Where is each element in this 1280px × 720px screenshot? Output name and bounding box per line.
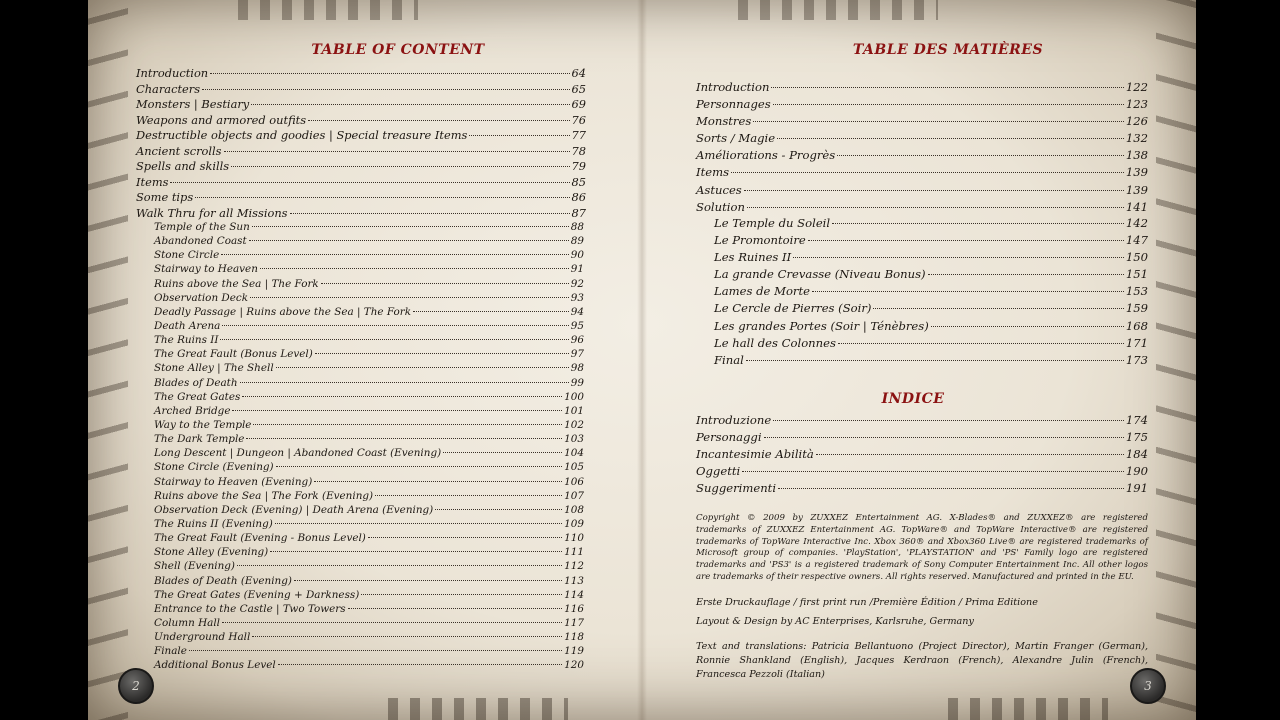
toc-entry-page: 88 [570,221,584,233]
toc-entry-label: Stone Alley (Evening) [154,546,269,559]
toc-entry-page: 86 [571,190,586,204]
toc-leader-dots [816,454,1124,455]
toc-entry-page: 120 [564,659,584,672]
toc-entry [136,159,586,175]
toc-leader-dots [361,594,562,595]
toc-entry-page: 106 [564,475,584,488]
toc-entry [154,377,584,391]
bottom-right-vine [948,698,1108,720]
toc-leader-dots [931,326,1124,327]
toc-entry [154,263,584,277]
toc-leader-dots [832,223,1124,224]
toc-leader-dots [778,488,1124,489]
page-title-italian: INDICE [881,391,945,407]
toc-entry [714,301,1148,318]
toc-entry-label: The Ruins II [154,334,219,347]
toc-leader-dots [250,297,569,298]
toc-entry-label: The Great Fault (Evening - Bonus Level) [154,532,366,545]
toc-leader-dots [747,207,1124,208]
toc-entry-page: 90 [570,249,584,262]
toc-entry [136,175,586,191]
toc-entry-page: 89 [570,235,584,248]
toc-entry-label: Solution [696,199,745,214]
toc-entry [696,165,1148,182]
toc-entry-page: 104 [564,447,584,460]
toc-leader-dots [812,291,1124,292]
toc-entry-label: Spells and skills [136,159,230,173]
toc-entry-label: Way to the Temple [154,418,252,431]
page-title-english: TABLE OF CONTENT [311,42,485,58]
page-title-french: TABLE DES MATIÈRES [852,42,1044,58]
toc-entry-page: 153 [1125,284,1148,299]
toc-leader-dots [253,424,562,425]
right-vine-border [1156,0,1196,720]
toc-leader-dots [237,565,562,566]
toc-entry-page: 118 [564,631,584,644]
toc-entry-page: 147 [1125,233,1148,248]
toc-entry-label: Stone Circle [154,249,220,262]
toc-leader-dots [252,226,569,227]
toc-leader-dots [290,213,570,214]
toc-entry-label: Personnages [696,97,771,112]
toc-entry [154,362,584,376]
toc-entry-page: 91 [570,263,584,276]
toc-leader-dots [793,257,1124,258]
toc-entry-label: Personaggi [696,430,762,445]
toc-entry-label: Final [714,352,744,367]
print-run-line: Erste Druckauflage / first print run /Première Édition / Prima Editione [696,597,1038,608]
toc-entry-label: Column Hall [154,616,220,629]
toc-leader-dots [315,353,569,354]
toc-entry-label: Le Promontoire [714,233,806,248]
toc-leader-dots [777,138,1124,139]
toc-entry-page: 116 [564,602,584,615]
toc-leader-dots [276,367,569,368]
toc-leader-dots [210,73,569,74]
toc-entry [696,464,1148,481]
toc-entry-page: 101 [564,404,584,417]
toc-leader-dots [195,197,569,198]
toc-entry [714,267,1148,284]
toc-entry [154,490,584,504]
toc-leader-dots [744,190,1124,191]
toc-leader-dots [246,438,562,439]
layout-design-line: Layout & Design by AC Enterprises, Karlsruhe, Germany [696,616,974,627]
toc-entry-page: 95 [570,319,584,332]
toc-leader-dots [170,182,569,183]
toc-leader-dots [435,509,562,510]
toc-entry [696,413,1148,430]
toc-entry-label: Arched Bridge [154,404,231,417]
toc-leader-dots [224,151,570,152]
toc-entry-label: Le hall des Colonnes [714,335,836,350]
toc-entry [154,221,584,235]
toc-entry [696,114,1148,131]
toc-entry-page: 93 [570,291,584,304]
toc-entry-label: Le Temple du Soleil [714,216,831,230]
toc-entry-page: 173 [1125,352,1148,367]
toc-leader-dots [368,537,562,538]
toc-leader-dots [308,120,569,121]
toc-entry-page: 114 [564,588,584,601]
toc-entry-page: 175 [1125,430,1148,445]
toc-entry-page: 126 [1125,114,1148,129]
toc-entry [154,320,584,334]
toc-entry [154,278,584,292]
top-right-vine [738,0,938,20]
toc-entry [154,235,584,249]
toc-leader-dots [753,121,1124,122]
toc-french-sublist [696,216,1148,370]
toc-leader-dots [771,87,1123,88]
toc-entry [136,190,586,206]
bottom-left-vine [388,698,568,720]
toc-entry-page: 103 [564,433,584,446]
toc-entry-page: 138 [1125,148,1148,163]
toc-entry [154,589,584,603]
toc-entry-label: Long Descent | Dungeon | Abandoned Coast (Evening) [154,447,442,460]
toc-leader-dots [249,240,569,241]
toc-leader-dots [443,452,562,453]
toc-entry [714,233,1148,250]
toc-entry-page: 159 [1125,301,1148,316]
toc-entry [136,97,586,113]
toc-entry-page: 99 [570,376,584,389]
toc-leader-dots [873,308,1123,309]
toc-entry-label: Some tips [136,190,194,204]
toc-leader-dots [240,382,569,383]
toc-entry [154,419,584,433]
toc-entry-label: Astuces [696,182,742,197]
toc-entry [154,447,584,461]
toc-entry-page: 98 [570,362,584,375]
toc-entry [154,249,584,263]
toc-entry [696,183,1148,200]
top-left-vine [238,0,418,20]
toc-entry-page: 85 [571,174,586,189]
toc-entry [136,82,586,98]
toc-leader-dots [742,471,1124,472]
toc-leader-dots [764,437,1124,438]
toc-entry-label: Lames de Morte [714,284,810,299]
toc-entry-label: Shell (Evening) [154,560,235,573]
toc-entry-label: Ruins above the Sea | The Fork [154,277,319,290]
toc-entry-label: Suggerimenti [696,481,777,496]
toc-entry-page: 132 [1125,131,1148,146]
toc-entry-page: 184 [1125,447,1148,462]
toc-leader-dots [251,104,569,105]
translation-credits: Text and translations: Patricia Bellantuono (Project Director), Martin Franger (German), Ronnie Shankland (English), Jacques Kerdraon (French), Alexandre Julin (French), Francesca Pezzoli (Italian) [696,641,1148,680]
toc-entry-page: 123 [1125,97,1148,112]
toc-entry-page: 110 [564,532,584,545]
page-number-left: 2 [118,668,154,704]
toc-leader-dots [221,254,569,255]
toc-walkthru-sublist [136,221,584,674]
toc-leader-dots [260,268,569,269]
toc-entry [136,66,586,82]
toc-entry-label: Blades of Death (Evening) [154,574,292,587]
toc-entry [696,148,1148,165]
toc-entry-label: Observation Deck (Evening) | Death Arena (Evening) [154,503,434,516]
toc-leader-dots [276,466,563,467]
toc-leader-dots [375,495,562,496]
toc-leader-dots [321,283,569,284]
toc-leader-dots [242,396,562,397]
toc-entry-label: The Great Gates (Evening + Darkness) [154,588,360,601]
toc-entry-page: 64 [571,66,586,80]
toc-entry [714,284,1148,301]
toc-leader-dots [220,339,568,340]
toc-entry-page: 190 [1125,464,1148,479]
toc-entry-page: 122 [1125,80,1148,94]
toc-entry-label: Oggetti [696,464,741,479]
toc-entry-page: 141 [1125,199,1148,214]
toc-italian-list [696,413,1148,498]
toc-entry-page: 119 [564,645,584,658]
toc-entry-page: 151 [1125,267,1148,282]
toc-entry-label: Additional Bonus Level [154,659,276,672]
toc-entry [154,461,584,475]
toc-entry-page: 113 [564,574,584,587]
toc-entry [696,131,1148,148]
toc-entry [154,518,584,532]
toc-entry-label: Améliorations - Progrès [696,148,836,163]
toc-entry [154,433,584,447]
toc-entry-label: Sorts / Magie [696,131,776,146]
toc-entry [136,206,586,222]
toc-leader-dots [222,622,562,623]
toc-leader-dots [189,650,562,651]
toc-leader-dots [348,608,563,609]
toc-entry-page: 191 [1125,481,1148,496]
toc-entry [154,546,584,560]
toc-entry-label: Le Cercle de Pierres (Soir) [714,301,872,316]
toc-entry-label: Finale [154,645,187,658]
left-vine-border [88,0,128,720]
toc-entry [154,348,584,362]
toc-entry [154,645,584,659]
toc-leader-dots [838,343,1124,344]
toc-leader-dots [746,360,1124,361]
toc-entry [154,575,584,589]
toc-leader-dots [202,89,569,90]
toc-entry-label: Blades of Death [154,376,238,389]
toc-entry-label: Weapons and armored outfits [136,112,307,127]
toc-leader-dots [837,155,1124,156]
toc-entry-page: 107 [564,489,584,502]
toc-entry-label: Observation Deck [154,291,249,304]
toc-entry [696,481,1148,498]
toc-leader-dots [278,664,562,665]
toc-entry-label: Characters [136,81,201,96]
toc-entry-label: Stone Circle (Evening) [154,461,274,474]
toc-main-list [136,66,586,221]
toc-entry [154,405,584,419]
toc-entry-page: 109 [564,517,584,530]
toc-leader-dots [773,104,1124,105]
toc-entry [154,617,584,631]
toc-entry-label: Destructible objects and goodies | Special treasure Items [136,128,468,142]
toc-entry-page: 77 [571,128,586,142]
toc-entry-page: 94 [570,305,584,318]
toc-entry [154,659,584,673]
toc-entry [136,113,586,129]
toc-entry-label: Deadly Passage | Ruins above the Sea | The Fork [154,305,412,318]
toc-entry [154,292,584,306]
toc-entry-page: 108 [564,503,584,516]
toc-entry-label: Les Ruines II [714,250,792,265]
toc-leader-dots [252,636,562,637]
toc-entry-page: 112 [564,560,584,573]
toc-entry-page: 78 [571,143,586,158]
toc-entry-label: Ruins above the Sea | The Fork (Evening) [154,489,374,502]
toc-entry [154,603,584,617]
toc-entry-label: The Dark Temple [154,433,245,446]
toc-entry-page: 76 [571,112,586,127]
toc-leader-dots [928,274,1124,275]
toc-entry-label: Introduction [696,80,770,94]
toc-entry-page: 105 [564,461,584,474]
toc-entry-label: Les grandes Portes (Soir | Ténèbres) [714,318,929,333]
toc-entry [696,200,1148,217]
toc-entry-label: La grande Crevasse (Niveau Bonus) [714,267,926,282]
toc-entry-page: 117 [564,616,584,629]
toc-entry [136,128,586,144]
toc-entry [714,353,1148,370]
toc-entry-label: Walk Thru for all Missions [136,205,288,220]
toc-entry-label: Death Arena [154,319,221,332]
toc-entry-page: 79 [571,159,586,173]
toc-entry-page: 174 [1125,413,1148,427]
toc-entry-label: Stone Alley | The Shell [154,362,274,375]
toc-entry-label: Monstres [696,114,752,129]
toc-entry-label: Monsters | Bestiary [136,97,250,111]
toc-leader-dots [773,420,1124,421]
toc-entry-page: 102 [564,418,584,431]
toc-leader-dots [808,240,1124,241]
toc-entry-label: Entrance to the Castle | Two Towers [154,602,346,615]
toc-leader-dots [294,580,562,581]
page-number-right: 3 [1130,668,1166,704]
toc-entry [714,216,1148,233]
toc-entry-page: 96 [570,334,584,347]
toc-entry [696,447,1148,464]
toc-entry [154,391,584,405]
toc-entry [154,306,584,320]
toc-entry-label: Items [696,165,730,180]
toc-entry-label: Introduzione [696,413,772,427]
toc-entry [154,532,584,546]
toc-entry-page: 150 [1125,250,1148,265]
toc-entry-page: 111 [564,546,584,559]
toc-entry-page: 92 [570,277,584,290]
toc-entry-label: Stairway to Heaven [154,263,258,276]
toc-entry-label: Introduction [136,66,209,80]
toc-entry-label: Temple of the Sun [154,221,250,233]
toc-leader-dots [731,172,1124,173]
toc-leader-dots [231,166,569,167]
toc-entry-page: 69 [571,97,586,111]
copyright-notice: Copyright © 2009 by ZUXXEZ Entertainment AG. X-Blades® and ZUXXEZ® are registered trademarks of ZUXXEZ Entertainment AG. TopWare® and TopWare Interactive® are registered trademarks of TopWare Interactive Inc. Xbox 360® and Xbox360 Live® are registered trademarks of Microsoft group of companies. 'PlayStation', 'PLAYSTATION' and 'PS' Family logo are registered trademarks and 'PS3' is a registered trademark of Sony Computer Entertainment Inc. All other logos are trademarks of their respective owners. All rights reserved. Manufactured and printed in the EU. [696,513,1148,582]
toc-entry-page: 65 [571,81,586,96]
toc-entry-page: 139 [1125,182,1148,197]
toc-entry [154,476,584,490]
toc-entry [714,319,1148,336]
toc-entry-label: Abandoned Coast [154,235,247,248]
toc-entry-page: 87 [571,205,586,220]
toc-entry-label: Items [136,174,169,189]
toc-leader-dots [232,410,562,411]
toc-leader-dots [413,311,569,312]
toc-leader-dots [469,135,569,136]
book-spine [637,0,647,720]
toc-entry-label: Ancient scrolls [136,143,222,158]
toc-leader-dots [275,523,562,524]
toc-entry [696,97,1148,114]
toc-french-list [696,80,1148,217]
toc-leader-dots [314,481,562,482]
toc-entry-label: Underground Hall [154,631,251,644]
toc-entry [696,80,1148,97]
toc-entry [696,430,1148,447]
toc-entry-page: 100 [564,390,584,403]
toc-entry [136,144,586,160]
toc-entry-label: The Great Fault (Bonus Level) [154,348,313,361]
toc-entry [154,504,584,518]
toc-entry-page: 142 [1125,216,1148,230]
toc-entry [154,631,584,645]
book-spread [88,0,1196,720]
toc-entry [154,334,584,348]
toc-leader-dots [270,551,562,552]
toc-entry-page: 139 [1125,165,1148,180]
toc-entry-page: 97 [570,348,584,361]
toc-entry [154,560,584,574]
toc-entry-label: The Ruins II (Evening) [154,517,273,530]
toc-entry [714,336,1148,353]
toc-entry [714,250,1148,267]
toc-entry-page: 171 [1125,335,1148,350]
toc-entry-label: Incantesimie Abilità [696,447,814,462]
toc-leader-dots [222,325,568,326]
toc-entry-label: The Great Gates [154,390,241,403]
toc-entry-page: 168 [1125,318,1148,333]
toc-entry-label: Stairway to Heaven (Evening) [154,475,313,488]
